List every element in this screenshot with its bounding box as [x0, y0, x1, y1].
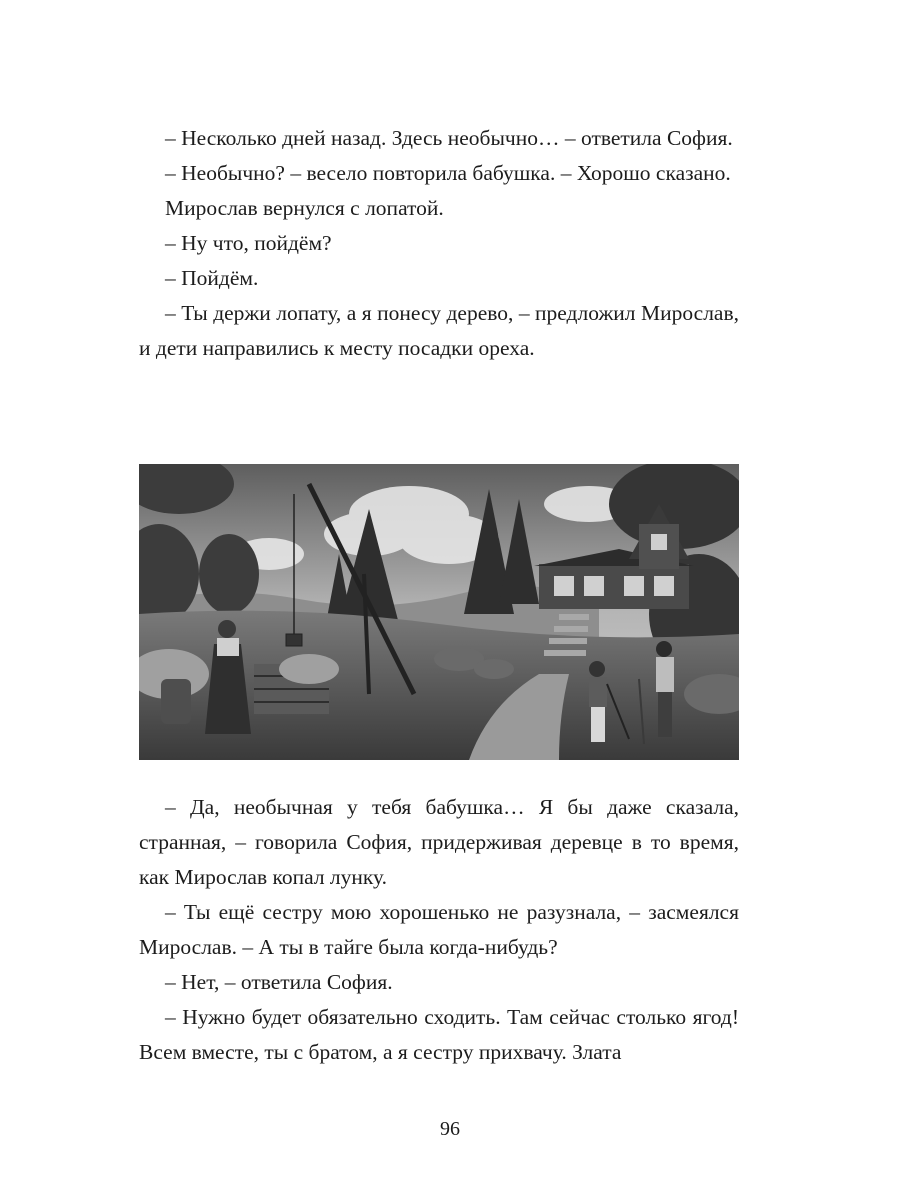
paragraph: – Ну что, пойдём? — [165, 231, 332, 255]
paragraph: – Да, необычная у тебя бабушка… Я бы даже сказала, странная, – говорила София, придерживая деревце в то время, как Мирослав копал лунку. — [139, 795, 739, 889]
paragraph: – Несколько дней назад. Здесь необычно… – ответила София. — [165, 126, 733, 150]
paragraph: Мирослав вернулся с лопатой. — [165, 196, 444, 220]
barrel — [161, 679, 191, 724]
text-block-top — [139, 121, 739, 366]
paragraph: – Ты ещё сестру мою хорошенько не разузнала, – засмеялся Мирослав. – А ты в тайге была когда-нибудь? — [139, 900, 739, 959]
paragraph: – Пойдём. — [165, 266, 259, 290]
page-number: 96 — [440, 1118, 460, 1140]
paragraph: – Ты держи лопату, а я понесу дерево, – предложил Мирослав, и дети направились к месту посадки ореха. — [139, 301, 739, 360]
paragraph: – Нет, – ответила София. — [165, 970, 393, 994]
paragraph: – Нужно будет обязательно сходить. Там сейчас столько ягод! Всем вместе, ты с братом, а я сестру прихвачу. Злата — [139, 1005, 739, 1064]
paragraph: – Необычно? – весело повторила бабушка. – Хорошо сказано. — [165, 161, 731, 185]
text-block-bottom — [139, 790, 739, 1070]
illustration-village-scene — [139, 464, 739, 760]
